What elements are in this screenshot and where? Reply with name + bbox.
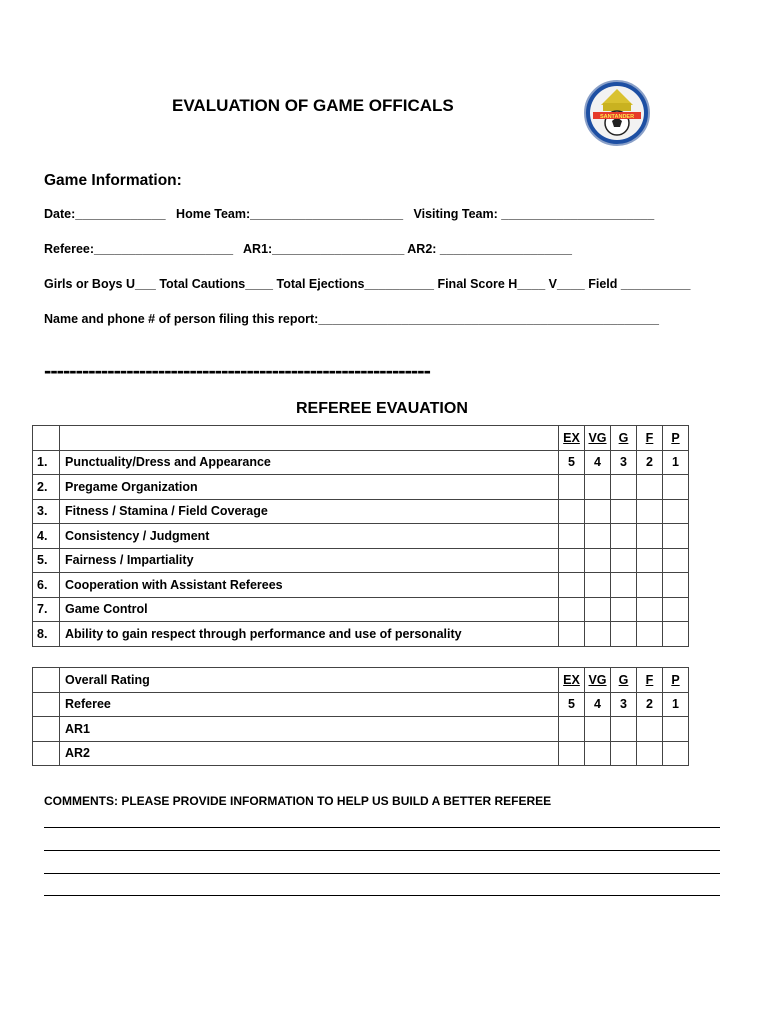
rating-cell[interactable] xyxy=(637,524,663,549)
rating-cell[interactable] xyxy=(611,597,637,622)
rating-cell[interactable] xyxy=(585,499,611,524)
criterion-label: Consistency / Judgment xyxy=(60,524,559,549)
referee-evaluation-title: REFEREE EVAUATION xyxy=(296,400,468,417)
table-row: 4. Consistency / Judgment xyxy=(33,524,689,549)
criterion-label: Fairness / Impartiality xyxy=(60,548,559,573)
rating-cell[interactable] xyxy=(663,573,689,598)
table-row xyxy=(33,692,689,717)
criterion-label: Cooperation with Assistant Referees xyxy=(60,573,559,598)
table-header-row xyxy=(33,668,689,693)
overall-rating-label: Overall Rating xyxy=(60,668,559,693)
rating-cell[interactable] xyxy=(559,499,585,524)
rating-cell[interactable] xyxy=(611,475,637,500)
rating-cell[interactable] xyxy=(611,499,637,524)
rating-cell[interactable] xyxy=(663,741,689,766)
rating-cell[interactable] xyxy=(663,475,689,500)
game-info-heading: Game Information: xyxy=(44,172,182,189)
rating-value[interactable]: 4 xyxy=(585,692,611,717)
rating-value[interactable]: 5 xyxy=(559,692,585,717)
rating-cell[interactable] xyxy=(585,717,611,742)
rating-cell[interactable] xyxy=(559,717,585,742)
rating-header-f: F xyxy=(637,668,663,693)
table-header-row xyxy=(33,426,689,451)
rating-cell[interactable] xyxy=(611,573,637,598)
rating-cell[interactable] xyxy=(585,524,611,549)
rating-value[interactable]: 2 xyxy=(637,692,663,717)
rating-cell[interactable] xyxy=(637,573,663,598)
rating-cell[interactable] xyxy=(585,548,611,573)
rating-header-g: G xyxy=(611,668,637,693)
rating-value[interactable]: 1 xyxy=(663,692,689,717)
rating-cell[interactable] xyxy=(559,622,585,647)
logo-text: SANTANDER xyxy=(599,113,635,120)
criterion-label: Fitness / Stamina / Field Coverage xyxy=(60,499,559,524)
criterion-label: Ability to gain respect through performance and use of personality xyxy=(60,622,559,647)
rating-cell[interactable] xyxy=(559,741,585,766)
match-stats-line[interactable]: Girls or Boys U___ Total Cautions____ Total Ejections__________ Final Score H____ V____ Field __________ xyxy=(44,277,691,291)
official-label: AR1 xyxy=(60,717,559,742)
official-label: Referee xyxy=(60,692,559,717)
rating-cell[interactable] xyxy=(663,717,689,742)
criterion-label: Pregame Organization xyxy=(60,475,559,500)
rating-cell[interactable] xyxy=(559,573,585,598)
rating-cell[interactable] xyxy=(663,499,689,524)
rating-cell[interactable] xyxy=(663,622,689,647)
rating-cell[interactable] xyxy=(585,475,611,500)
rating-header-ex: EX xyxy=(559,668,585,693)
table-row: 7. Game Control xyxy=(33,597,689,622)
rating-cell[interactable] xyxy=(611,524,637,549)
rating-cell[interactable] xyxy=(637,499,663,524)
referee-line[interactable]: Referee:____________________ AR1:___________________ AR2: ___________________ xyxy=(44,242,573,256)
rating-cell[interactable] xyxy=(585,573,611,598)
comment-line[interactable] xyxy=(44,873,720,874)
table-row xyxy=(33,717,689,742)
date-team-line[interactable]: Date:_____________ Home Team:______________________ Visiting Team: ______________________ xyxy=(44,207,655,221)
rating-cell[interactable] xyxy=(663,597,689,622)
rating-value[interactable]: 2 xyxy=(637,450,663,475)
rating-value[interactable]: 5 xyxy=(559,450,585,475)
club-logo xyxy=(583,79,651,147)
rating-cell[interactable] xyxy=(585,741,611,766)
comment-line[interactable] xyxy=(44,850,720,851)
rating-header-vg: VG xyxy=(585,668,611,693)
rating-cell[interactable] xyxy=(663,524,689,549)
rating-cell[interactable] xyxy=(637,475,663,500)
rating-value[interactable]: 3 xyxy=(611,450,637,475)
rating-cell[interactable] xyxy=(559,597,585,622)
rating-cell[interactable] xyxy=(637,597,663,622)
section-divider: ------------------------------------------------------------- xyxy=(44,358,430,383)
rating-header-ex: EX xyxy=(559,426,585,451)
rating-value[interactable]: 4 xyxy=(585,450,611,475)
table-row: 1. Punctuality/Dress and Appearance 5 4 3 2 1 xyxy=(33,450,689,475)
rating-cell[interactable] xyxy=(559,524,585,549)
criterion-label: Game Control xyxy=(60,597,559,622)
form-title: EVALUATION OF GAME OFFICALS xyxy=(172,96,454,115)
rating-value[interactable]: 3 xyxy=(611,692,637,717)
comment-line[interactable] xyxy=(44,895,720,896)
rating-cell[interactable] xyxy=(559,475,585,500)
rating-cell[interactable] xyxy=(611,741,637,766)
rating-header-g: G xyxy=(611,426,637,451)
rating-header-f: F xyxy=(637,426,663,451)
rating-cell[interactable] xyxy=(559,548,585,573)
rating-cell[interactable] xyxy=(637,741,663,766)
comments-label: COMMENTS: PLEASE PROVIDE INFORMATION TO HELP US BUILD A BETTER REFEREE xyxy=(44,794,552,808)
rating-cell[interactable] xyxy=(611,548,637,573)
rating-cell[interactable] xyxy=(585,622,611,647)
overall-rating-table xyxy=(32,667,689,766)
rating-cell[interactable] xyxy=(663,548,689,573)
rating-cell[interactable] xyxy=(585,597,611,622)
comment-line[interactable] xyxy=(44,827,720,828)
official-label: AR2 xyxy=(60,741,559,766)
rating-header-p: P xyxy=(663,668,689,693)
referee-evaluation-table xyxy=(32,425,689,647)
table-row: 8. Ability to gain respect through performance and use of personality xyxy=(33,622,689,647)
rating-cell[interactable] xyxy=(637,548,663,573)
rating-header-p: P xyxy=(663,426,689,451)
rating-value[interactable]: 1 xyxy=(663,450,689,475)
filer-line[interactable]: Name and phone # of person filing this report:_________________________________________________ xyxy=(44,312,659,326)
rating-cell[interactable] xyxy=(637,717,663,742)
rating-cell[interactable] xyxy=(637,622,663,647)
rating-header-vg: VG xyxy=(585,426,611,451)
table-row: 3. Fitness / Stamina / Field Coverage xyxy=(33,499,689,524)
rating-cell[interactable] xyxy=(611,622,637,647)
rating-cell[interactable] xyxy=(611,717,637,742)
table-row xyxy=(33,741,689,766)
criterion-label: Punctuality/Dress and Appearance xyxy=(60,450,559,475)
table-row: 2. Pregame Organization xyxy=(33,475,689,500)
table-row: 5. Fairness / Impartiality xyxy=(33,548,689,573)
table-row: 6. Cooperation with Assistant Referees xyxy=(33,573,689,598)
